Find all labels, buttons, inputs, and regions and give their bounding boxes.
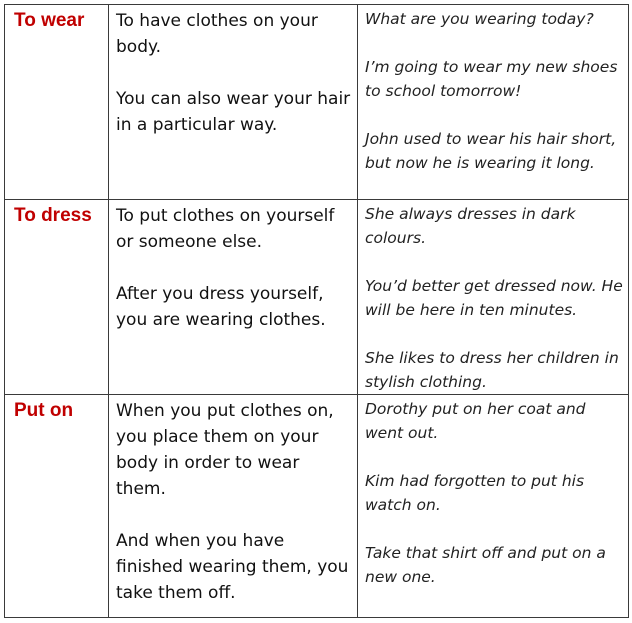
definition-text: To have clothes on your body. bbox=[116, 11, 318, 57]
term-label: Put on bbox=[14, 400, 74, 421]
definition-text: When you put clothes on, you place them on your body in order to wear them. bbox=[116, 401, 334, 499]
examples-cell bbox=[358, 395, 629, 618]
example-sentence: She likes to dress her children in stylish clothing. bbox=[365, 349, 619, 391]
definition-cell bbox=[109, 5, 358, 200]
term-cell bbox=[5, 5, 109, 200]
definition-text: To put clothes on yourself or someone else. bbox=[116, 206, 335, 252]
term-label: To wear bbox=[14, 10, 85, 31]
example-sentence: John used to wear his hair short, but now he is wearing it long. bbox=[365, 130, 617, 172]
definition-text: After you dress yourself, you are wearing clothes. bbox=[116, 284, 326, 330]
definition-text: And when you have finished wearing them, you take them off. bbox=[116, 531, 349, 603]
example-sentence: You’d better get dressed now. He will be here in ten minutes. bbox=[365, 277, 623, 319]
example-sentence: Dorothy put on her coat and went out. bbox=[365, 400, 586, 442]
definition-cell bbox=[109, 200, 358, 395]
table-row bbox=[5, 395, 629, 618]
example-sentence: I’m going to wear my new shoes to school tomorrow! bbox=[365, 58, 618, 100]
examples-cell bbox=[358, 5, 629, 200]
table-row bbox=[5, 200, 629, 395]
example-sentence: Kim had forgotten to put his watch on. bbox=[365, 472, 585, 514]
vocabulary-table bbox=[4, 4, 629, 618]
term-cell bbox=[5, 200, 109, 395]
term-label: To dress bbox=[14, 205, 92, 226]
examples-cell bbox=[358, 200, 629, 395]
definition-text: You can also wear your hair in a particular way. bbox=[116, 89, 351, 135]
example-sentence: Take that shirt off and put on a new one. bbox=[365, 544, 606, 586]
definition-cell bbox=[109, 395, 358, 618]
example-sentence: She always dresses in dark colours. bbox=[365, 205, 576, 247]
table-row bbox=[5, 5, 629, 200]
term-cell bbox=[5, 395, 109, 618]
example-sentence: What are you wearing today? bbox=[365, 10, 594, 28]
